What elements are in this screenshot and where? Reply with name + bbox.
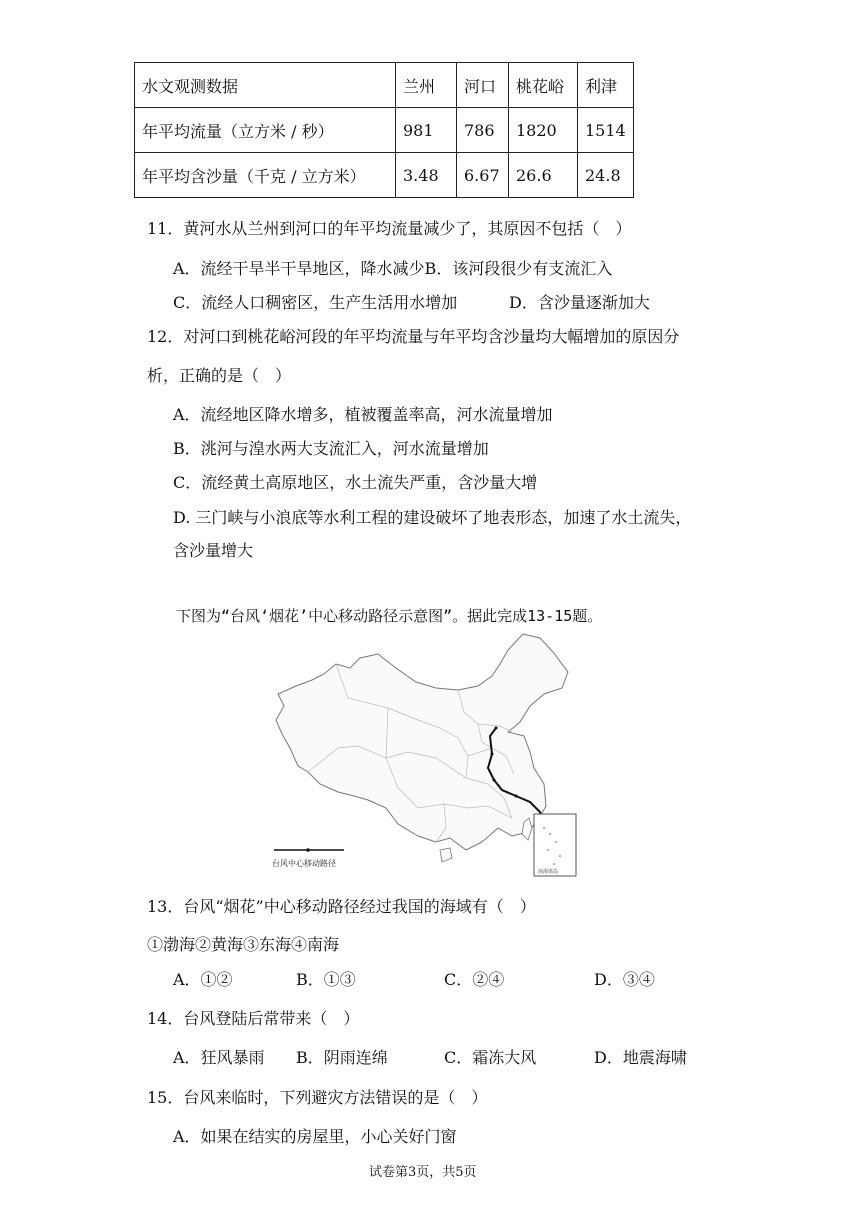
table-cell: 1820 (509, 108, 578, 153)
table-cell: 兰州 (396, 63, 457, 108)
table-header-row (135, 63, 634, 108)
legend-label: 台风中心移动路径 (272, 859, 336, 868)
hydrology-table (134, 62, 634, 198)
question-13-option-c: C．②④ (444, 970, 505, 989)
table-cell: 桃花峪 (509, 63, 578, 108)
question-12-stem-line2: 析，正确的是（ ） (147, 366, 292, 385)
table-cell: 1514 (578, 108, 634, 153)
table-cell: 3.48 (396, 153, 457, 198)
question-15-stem: 15．台风来临时，下列避灾方法错误的是（ ） (147, 1088, 488, 1107)
question-14-option-b: B．阴雨连绵 (296, 1048, 388, 1067)
page-footer: 试卷第3页，共5页 (369, 1165, 477, 1180)
table-row (135, 153, 634, 198)
south-sea-inset (534, 814, 576, 876)
table-cell: 981 (396, 108, 457, 153)
question-12-option-b: B．洮河与湟水两大支流汇入，河水流量增加 (173, 439, 489, 458)
question-12-option-d-line2: 含沙量增大 (173, 541, 254, 560)
table-cell: 26.6 (509, 153, 578, 198)
question-13-items: ①渤海②黄海③东海④南海 (147, 935, 340, 954)
question-12-option-a: A．流经地区降水增多，植被覆盖率高，河水流量增加 (173, 405, 553, 424)
question-11-option-c: C．流经人口稠密区，生产生活用水增加 (173, 293, 458, 312)
question-12-option-d-line1: D. 三门峡与小浪底等水利工程的建设破坏了地表形态，加速了水土流失， (173, 508, 692, 527)
table-cell: 6.67 (457, 153, 509, 198)
table-cell: 24.8 (578, 153, 634, 198)
table-cell: 年平均含沙量（千克 / 立方米） (135, 153, 396, 198)
question-12-option-c: C．流经黄土高原地区，水土流失严重，含沙量大增 (173, 473, 538, 492)
question-13-stem: 13．台风“烟花”中心移动路径经过我国的海域有（ ） (147, 897, 536, 916)
inset-label: 南海诸岛 (538, 869, 559, 875)
question-14-stem: 14．台风登陆后常带来（ ） (147, 1009, 360, 1028)
table-cell: 786 (457, 108, 509, 153)
question-13-option-b: B．①③ (296, 970, 356, 989)
china-outline (276, 634, 568, 850)
question-11-option-d: D．含沙量逐渐加大 (509, 293, 650, 312)
question-15-option-a: A．如果在结实的房屋里，小心关好门窗 (173, 1127, 457, 1146)
question-11-options-ab: A．流经干旱半干旱地区，降水减少B．该河段很少有支流汇入 (173, 259, 613, 278)
table-row (135, 108, 634, 153)
table-cell: 利津 (578, 63, 634, 108)
question-12-stem-line1: 12．对河口到桃花峪河段的年平均流量与年平均含沙量均大幅增加的原因分 (147, 327, 680, 346)
question-14-option-c: C．霜冻大风 (444, 1048, 537, 1067)
typhoon-path-map (268, 628, 588, 882)
table-cell: 河口 (457, 63, 509, 108)
hainan-island (440, 848, 452, 862)
question-11-stem: 11．黄河水从兰州到河口的年平均流量减少了，其原因不包括（ ） (147, 219, 632, 238)
question-13-option-a: A．①② (173, 970, 233, 989)
question-14-option-d: D．地震海啸 (594, 1048, 687, 1067)
table-cell: 水文观测数据 (135, 63, 396, 108)
question-14-option-a: A．狂风暴雨 (173, 1048, 265, 1067)
figure-intro: 下图为“台风‘烟花’中心移动路径示意图”。据此完成13-15题。 (176, 607, 603, 625)
question-13-option-d: D．③④ (594, 970, 655, 989)
table-cell: 年平均流量（立方米 / 秒） (135, 108, 396, 153)
